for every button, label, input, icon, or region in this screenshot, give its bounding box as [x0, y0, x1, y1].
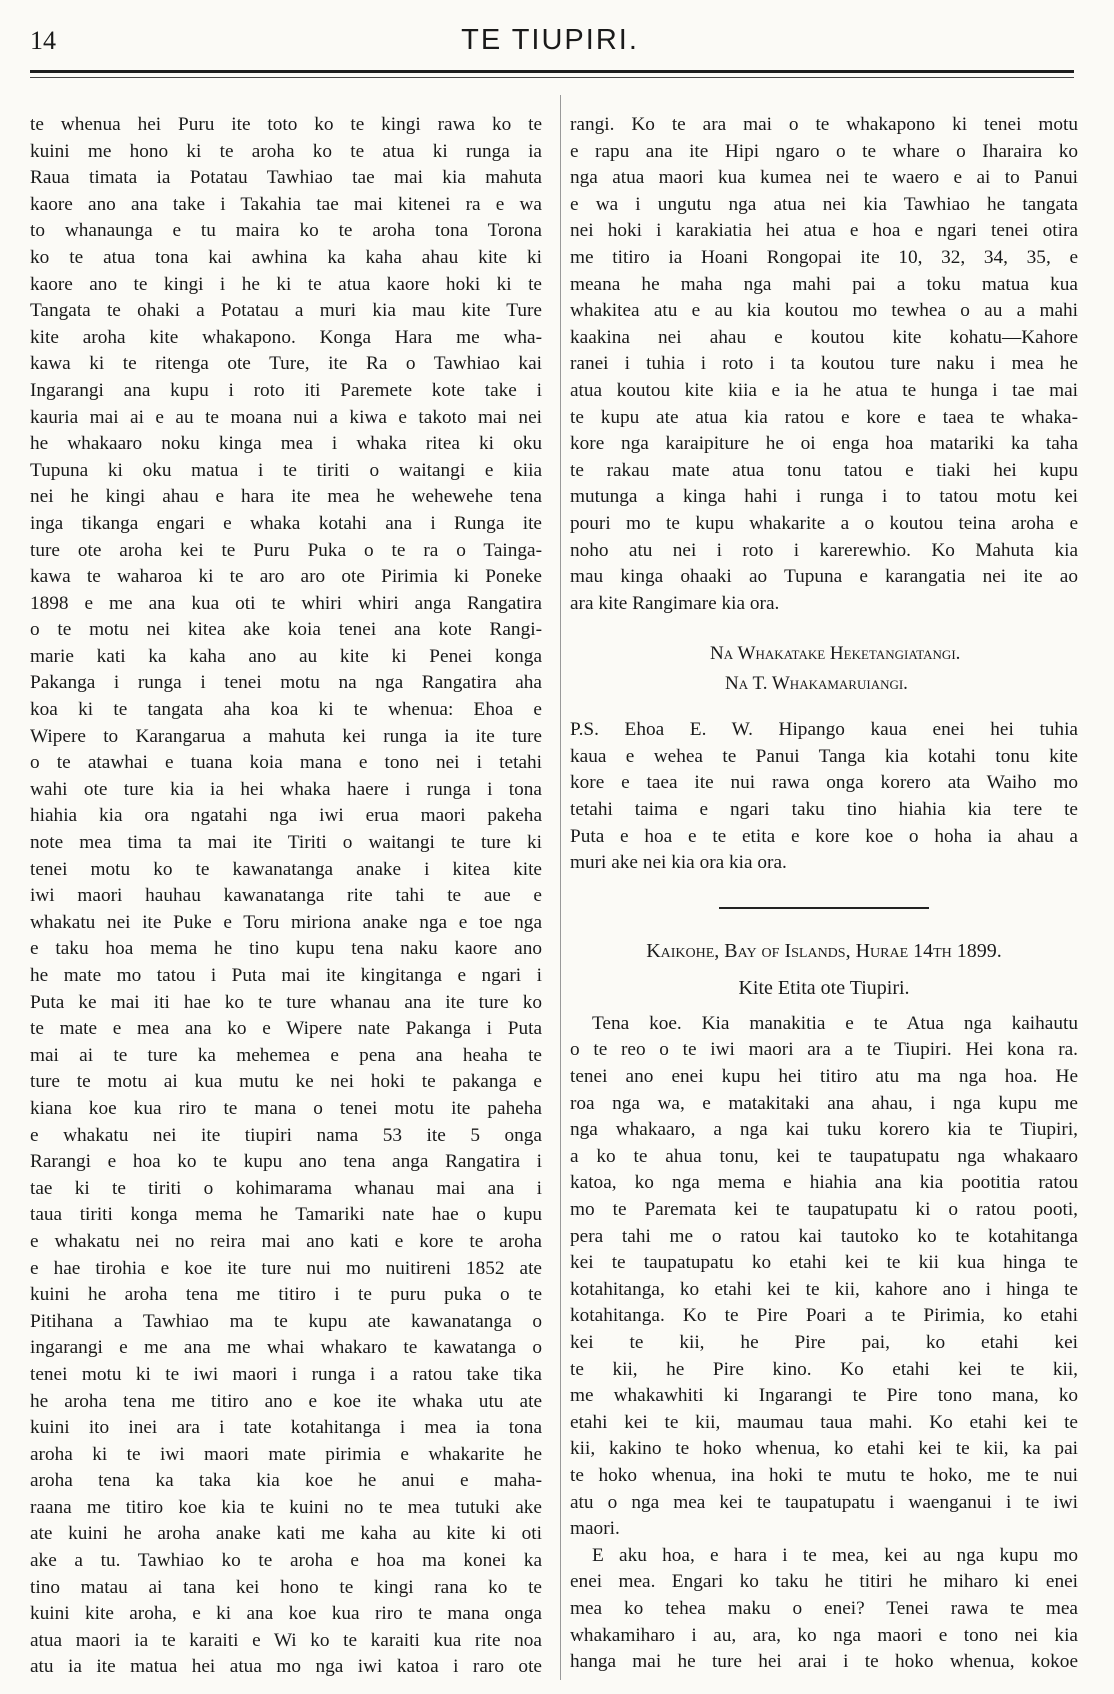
text-line: ingarangi e me ana me whai whakaro te kawatanga o — [30, 1337, 542, 1359]
text-line: aroha ki te iwi maori mate pirimia e whakarite he — [30, 1443, 542, 1465]
text-line: kaakina nei ahau e koutou kite kohatu—Kahore — [570, 326, 1078, 348]
text-line: kite aroha kite whakapono. Konga Hara me wha- — [30, 326, 542, 348]
postscript-line: P.S. Ehoa E. W. Hipango kaua enei hei tuhia — [570, 719, 1078, 741]
newspaper-title: TE TIUPIRI. — [461, 24, 639, 56]
text-line: E aku hoa, e hara i te mea, kei au nga kupu mo — [592, 1544, 1078, 1566]
text-line: kotahitanga, ko etahi kei te kii, kahore ano i hinga te — [570, 1278, 1078, 1300]
text-line: to whanaunga e tu maira ko te aroha tona Torona — [30, 220, 542, 242]
text-line: o te motu nei kitea ake koia tenei ana kote Rangi- — [30, 619, 542, 641]
text-line: inga tikanga engari e whaka kotahi ana i Runga ite — [30, 512, 542, 534]
text-line: Tangata te ohaki a Potatau a muri kia mau kite Ture — [30, 300, 542, 322]
text-line: te whenua hei Puru ite toto ko te kingi rawa ko te — [30, 114, 542, 135]
text-line: te mate e mea ana ko e Wipere nate Pakanga i Puta — [30, 1018, 542, 1040]
page-header — [30, 20, 1070, 66]
text-line: mau kinga ohaaki ao Tupuna e karangatia nei ite ao — [570, 566, 1078, 588]
text-line: ture ote aroha kei te Puru Puka o te ra o Tainga- — [30, 539, 542, 561]
text-line: kuini me hono ki te aroha ko te atua ki runga ia — [30, 140, 542, 162]
postscript — [570, 717, 1078, 877]
text-line: nei hoki i karakiatia hei atua e hoa e ngari tenei otira — [570, 220, 1078, 242]
postscript-line: kaua e wehea te Panui Tanga kia kotahi tonu kite — [570, 745, 1078, 767]
text-line: ture te motu ai kua mutu ke nei hoki te pakanga e — [30, 1071, 542, 1093]
text-line: tae ki te tiriti o kohimarama whanau mai ana i — [30, 1177, 542, 1199]
text-line: katoa, ko nga mema e hiahia ana kia pootitia ratou — [570, 1172, 1078, 1194]
text-line: ara kite Rangimare kia ora. — [570, 592, 780, 614]
text-line: nga atua maori kua kumea nei te waero e ai to Panui — [570, 167, 1078, 189]
text-line: marie kati ka kaha ano au kite ki Penei konga — [30, 645, 542, 667]
text-line: mea ko tehea maku o enei? Tenei rawa te mea — [570, 1597, 1078, 1619]
text-line: tenei motu ko te kawanatanga anake i kitea kite — [30, 858, 542, 880]
text-line: kuini he aroha tena me titiro i te puru puka o te — [30, 1284, 542, 1306]
text-line: aroha tena ka taka kia koe he anui e maha- — [30, 1470, 542, 1492]
postscript-line: Puta e hoa e te etita e kore koe o hoha ia ahau a — [570, 825, 1078, 847]
text-line: kore nga karaipiture he oi enga hoa matariki ka taha — [570, 433, 1078, 455]
text-line: tenei ano enei kupu hei titiro atu ma nga hoa. He — [570, 1066, 1078, 1088]
text-line: Tupuna ki oku matua i te tiriti o waitangi e kiia — [30, 459, 542, 481]
text-line: atu o nga mea kei te taupatupatu i waenganui i te iwi — [570, 1491, 1078, 1513]
text-line: kei te kii, he Pire pai, ko etahi kei — [570, 1331, 1078, 1353]
text-line: whakamiharo i au, ara, ko nga maori e tono nei kia — [570, 1624, 1078, 1646]
text-line: roa nga wa, e matakitaki ana ahau, i nga kupu me — [570, 1092, 1078, 1114]
postscript-line: muri ake nei kia ora kia ora. — [570, 852, 787, 874]
text-line: whakitea atu e au kia koutou mo tewhea o au a mahi — [570, 300, 1078, 322]
text-line: wahi ote ture kia ia hei whaka haere i runga i tona — [30, 778, 542, 800]
text-line: nei he kingi ahau e hara ite mea he wehewehe tena — [30, 486, 542, 508]
text-line: e whakatu nei no reira mai ano kati e kore te aroha — [30, 1230, 542, 1252]
text-line: te hoko whenua, ina hoki te mutu te hoko, me te nui — [570, 1464, 1078, 1486]
page-number: 14 — [30, 26, 56, 55]
text-line: rangi. Ko te ara mai o te whakapono ki tenei motu — [570, 114, 1078, 135]
text-line: kii, kakino te hoko whenua, ko etahi kei te kii, ka pai — [570, 1438, 1078, 1460]
text-line: kiana koe kua riro te mana o tenei motu ite paheha — [30, 1097, 542, 1119]
text-line: e rapu ana ite Hipi ngaro o te whare o Iharaira ko — [570, 140, 1078, 162]
text-line: kaore ano ana take i Takahia tae mai kitenei ra e wa — [30, 193, 542, 215]
text-line: me titiro ia Hoani Rongopai ite 10, 32, 34, 35, e — [570, 246, 1078, 268]
text-line: ranei i tuhia i roto i ta koutou ture naku i mea he — [570, 353, 1078, 375]
text-line: ake a tu. Tawhiao ko te aroha e hoa ma konei ka — [30, 1550, 542, 1572]
text-line: iwi maori hauhau kawanatanga rite tahi te aue e — [30, 885, 542, 907]
text-line: kuini ito inei ara i tate kotahitanga i mea ia tona — [30, 1417, 542, 1439]
text-line: enei mea. Engari ko taku he titiri he miharo ki enei — [570, 1571, 1078, 1593]
text-line: me whakawhiti ki Ingarangi te Pire tono mana, ko — [570, 1385, 1078, 1407]
text-line: Raua timata ia Potatau Tawhiao tae mai kia mahuta — [30, 167, 542, 189]
text-line: nga whakaaro, a nga kai tuku korero kia te Tiupiri, — [570, 1119, 1078, 1141]
text-line: kotahitanga. Ko te Pire Poari a te Pirimia, ko etahi — [570, 1305, 1078, 1327]
text-line: noho atu nei i roto i karerewhio. Ko Mahuta kia — [570, 539, 1078, 561]
postscript-line: tetahi taima e ngari taku tino hiahia kia tere te — [570, 799, 1078, 821]
header-rule-thick — [30, 70, 1074, 73]
text-line: atua maori ia te karaiti e Wi ko te karaiti kua rite noa — [30, 1629, 542, 1651]
text-line: atua koutou kite kiia e ia he atua te hunga i tae mai — [570, 379, 1078, 401]
text-line: atu ia ite matua hei atua mo nga iwi katoa i raro ote — [30, 1656, 542, 1678]
right-column — [570, 112, 1078, 1676]
salutation: Kite Etita ote Tiupiri. — [738, 976, 910, 999]
text-line: mo te Paremata kei te taupatupatu ki o ratou pooti, — [570, 1199, 1078, 1220]
text-line: Pakanga i runga i tenei motu na nga Rangatira aha — [30, 672, 542, 694]
text-line: Ingarangi ana kupu i roto iti Paremete kote take i — [30, 379, 542, 401]
column-divider — [560, 95, 561, 1680]
text-line: e whakatu nei ite tiupiri nama 53 ite 5 onga — [30, 1124, 542, 1146]
text-line: mutunga a kinga hahi i runga i to tatou motu kei — [570, 486, 1078, 508]
text-line: e taku hoa mema he tino kupu tena naku kaore ano — [30, 938, 542, 960]
text-line: pera tahi me o ratou kai tautoko ko te kotahitanga — [570, 1225, 1078, 1247]
text-line: 1898 e me ana kua oti te whiri whiri anga Rangatira — [30, 592, 542, 614]
signature-author-1: Na Whakatake Heketangiatangi. — [710, 643, 961, 665]
text-line: meana he maha nga mahi pai a toku matua kua — [570, 273, 1078, 295]
text-line: etahi kei te kii, maumau taua mahi. Ko etahi kei te — [570, 1411, 1078, 1433]
text-line: kawa ki te ritenga ote Ture, ite Ra o Tawhiao kai — [30, 353, 542, 375]
letter-body — [570, 1011, 1078, 1676]
text-line: kawa te waharoa ki te aro aro ote Pirimia ki Poneke — [30, 566, 542, 588]
text-line: Tena koe. Kia manakitia e te Atua nga kaihautu — [592, 1012, 1078, 1034]
text-line: note mea tima ta mai ite Tiriti o waitangi te ture ki — [30, 832, 542, 854]
text-line: tino matau ai tana kei hono te kingi rana ko te — [30, 1576, 542, 1598]
header-rule-thin — [30, 77, 1074, 78]
text-line: whakatu nei ite Puke e Toru miriona anake nga e toe nga — [30, 911, 542, 933]
text-line: ko te atua tona kai awhina ka kaha ahau kite ki — [30, 246, 542, 268]
text-line: koa ki te tangata aha koa ki te whenua: Ehoa e — [30, 699, 542, 721]
text-line: he mate mo tatou i Puta mai ite kingitanga e ngari i — [30, 965, 542, 986]
text-line: te rakau mate atua tonu tatou e tiaki hei kupu — [570, 459, 1078, 481]
text-line: mai ai te ture ka mehemea e pena ana heaha te — [30, 1044, 542, 1066]
text-line: kuini kite aroha, e ki ana koe kua riro te mana onga — [30, 1603, 542, 1625]
text-line: tenei motu ki te iwi maori i runga i a ratou take tika — [30, 1363, 542, 1385]
text-line: ate kuini he aroha anake kati me kaha au kite ki oti — [30, 1523, 542, 1545]
text-line: e wa i ungutu nga atua nei kia Tawhiao he tangata — [570, 193, 1078, 215]
text-line: raana me titiro koe kia te kuini no te mea tutuki ake — [30, 1496, 542, 1518]
text-line: te kii, he Pire kino. Ko etahi kei te kii, — [570, 1358, 1078, 1380]
text-line: Puta ke mai iti hae ko te ture whanau ana ite ture ko — [30, 991, 542, 1013]
text-line: kei te taupatupatu ko etahi kei te kii kua hinga te — [570, 1252, 1078, 1274]
text-line: pouri mo te kupu whakarite a o koutou teina aroha e — [570, 512, 1078, 534]
text-line: Wipere to Karangarua a mahuta kei runga ia ite ture — [30, 725, 542, 747]
text-line: a ko te ahua tonu, kei te taupatupatu nga whakaaro — [570, 1145, 1078, 1167]
dateline: Kaikohe, Bay of Islands, Hurae 14th 1899. — [646, 939, 1002, 962]
text-line: kauria mai ai e au te moana nui a kiwa e takoto mai nei — [30, 406, 542, 428]
postscript-line: kore e taea ite nui rawa onga korero ata Waiho mo — [570, 772, 1078, 794]
text-line: o te atawhai e tuana koia mana e tono nei i tetahi — [30, 752, 542, 774]
text-line: he whakaaro noku kinga mea i whaka ritea ki oku — [30, 433, 542, 455]
text-line: Rarangi e hoa ko te kupu ano tena anga Rangatira i — [30, 1151, 542, 1173]
text-line: he aroha tena me titiro ano e koe ite whaka utu ate — [30, 1390, 542, 1412]
text-line: kaore ano te kingi i he ki te atua kaore hoki ki te — [30, 273, 542, 295]
text-line: hiahia kia ora ngatahi nga iwi erua maori pakeha — [30, 805, 542, 827]
text-line: e hae tirohia e koe ite ture nui mo nuitireni 1852 ate — [30, 1257, 542, 1279]
text-line: maori. — [570, 1518, 620, 1540]
signature-author-2: Na T. Whakamaruiangi. — [725, 673, 908, 695]
text-line: Pitihana a Tawhiao ma te kupu ate kawanatanga o — [30, 1310, 542, 1332]
left-column — [30, 112, 542, 1681]
text-line: o te reo o te iwi maori ara a te Tiupiri. Hei kona ra. — [570, 1039, 1078, 1061]
letter-continuation — [570, 112, 1078, 617]
section-separator — [719, 907, 929, 909]
text-line: taua tiriti konga mema he Tamariki nate hae o kupu — [30, 1204, 542, 1226]
text-line: hanga mai he ture hei arai i te hoko whenua, kokoe — [570, 1651, 1078, 1673]
text-line: te kupu ate atua kia ratou e kore e taea te whaka- — [570, 406, 1078, 428]
